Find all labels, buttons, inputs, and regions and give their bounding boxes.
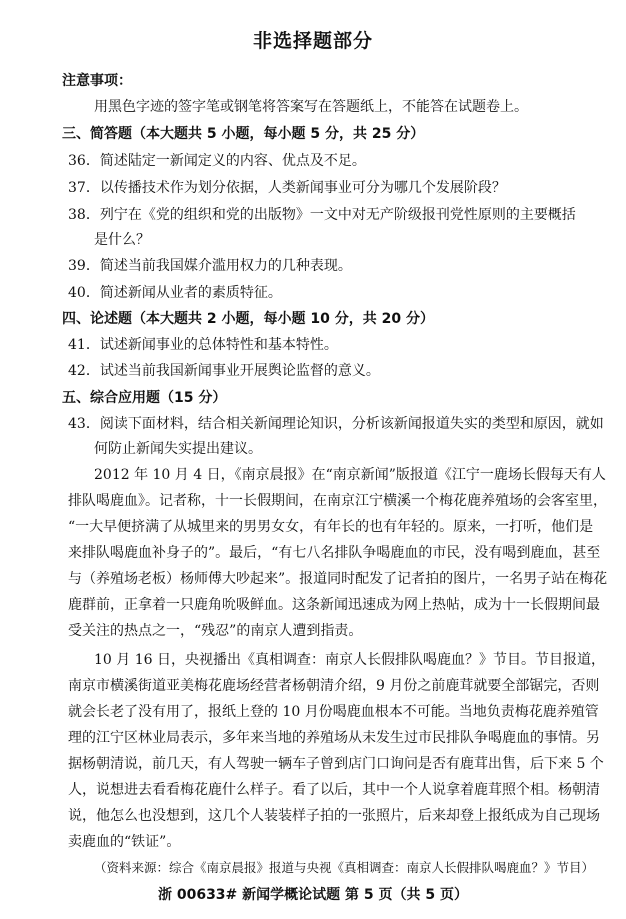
question-36: 36．简述陆定一新闻定义的内容、优点及不足。 (68, 153, 366, 169)
section-4-heading: 四、论述题（本大题共 2 小题，每小题 10 分，共 20 分） (62, 311, 434, 327)
passage-2-line: 就会长老了没有用了，报纸上登的 10 月份喝鹿血根本不可能。当地负责梅花鹿养殖管 (68, 704, 599, 720)
section-5-heading: 五、综合应用题（15 分） (62, 390, 227, 406)
passage-1-line: 受关注的热点之一，“残忍”的南京人遭到指责。 (68, 623, 363, 639)
page-footer: 浙 00633# 新闻学概论试题 第 5 页（共 5 页） (157, 887, 469, 903)
question-38: 38．列宁在《党的组织和党的出版物》一文中对无产阶级报刊党性原则的主要概括 (68, 207, 576, 223)
passage-1-line: 鹿群前，正拿着一只鹿角吮吸鲜血。这条新闻迅速成为网上热帖，成为十一长假期间最 (68, 597, 600, 613)
section-3-heading: 三、简答题（本大题共 5 小题，每小题 5 分，共 25 分） (62, 126, 425, 142)
question-42: 42．试述当前我国新闻事业开展舆论监督的意义。 (68, 363, 380, 379)
passage-2-line: 说，他怎么也没想到，这几个人装装样子拍的一张照片，后来却登上报纸成为自己现场 (68, 808, 600, 824)
passage-2-line: 10 月 16 日，央视播出《真相调查：南京人长假排队喝鹿血？》节目。节目报道， (94, 652, 605, 668)
question-43-continued: 何防止新闻失实提出建议。 (94, 441, 262, 457)
question-39: 39．简述当前我国媒介滥用权力的几种表现。 (68, 258, 352, 274)
question-37: 37．以传播技术作为划分依据，人类新闻事业可分为哪几个发展阶段？ (68, 180, 506, 196)
passage-1-line: 与（养殖场老板）杨师傅大吵起来”。报道同时配发了记者拍的图片，一名男子站在梅花 (68, 571, 608, 587)
question-38-continued: 是什么？ (94, 232, 150, 248)
passage-2-line: 南京市横溪街道亚美梅花鹿场经营者杨朝清介绍，9 月份之前鹿茸就要全部锯完，否则 (68, 678, 600, 694)
passage-1-line: “一大早便挤满了从城里来的男男女女，有年长的也有年轻的。原来，一打听，他们是 (68, 519, 594, 535)
passage-1-line: 2012 年 10 月 4 日，《南京晨报》在“南京新闻”版报道《江宁一鹿场长假每天有人 (94, 467, 606, 483)
source-citation: （资料来源：综合《南京晨报》报道与央视《真相调查：南京人长假排队喝鹿血？》节目） (94, 860, 595, 875)
passage-2-line: 理的江宁区林业局表示，多年来当地的养殖场从未发生过市民排队争喝鹿血的事情。另 (68, 730, 600, 746)
passage-2-line: 卖鹿血的“铁证”。 (68, 834, 181, 850)
passage-2-line: 人，说想进去看看梅花鹿什么样子。看了以后，其中一个人说拿着鹿茸照个相。杨朝清 (68, 782, 600, 798)
page-title: 非选择题部分 (252, 30, 373, 52)
passage-2-line: 据杨朝清说，前几天，有人驾驶一辆车子曾到店门口询问是否有鹿茸出售，后下来 5 个 (68, 756, 604, 772)
question-43: 43．阅读下面材料，结合相关新闻理论知识，分析该新闻报道失实的类型和原因，就如 (68, 416, 604, 432)
notice-heading: 注意事项： (62, 73, 132, 89)
passage-1-line: 来排队喝鹿血补身子的”。最后，“有七八名排队争喝鹿血的市民，没有喝到鹿血，甚至 (68, 545, 601, 561)
passage-1-line: 排队喝鹿血》。记者称，十一长假期间，在南京江宁横溪一个梅花鹿养殖场的会客室里， (68, 493, 607, 509)
question-41: 41．试述新闻事业的总体特性和基本特性。 (68, 337, 338, 353)
notice-text: 用黑色字迹的签字笔或钢笔将答案写在答题纸上，不能答在试题卷上。 (94, 99, 528, 115)
question-40: 40．简述新闻从业者的素质特征。 (68, 285, 282, 301)
